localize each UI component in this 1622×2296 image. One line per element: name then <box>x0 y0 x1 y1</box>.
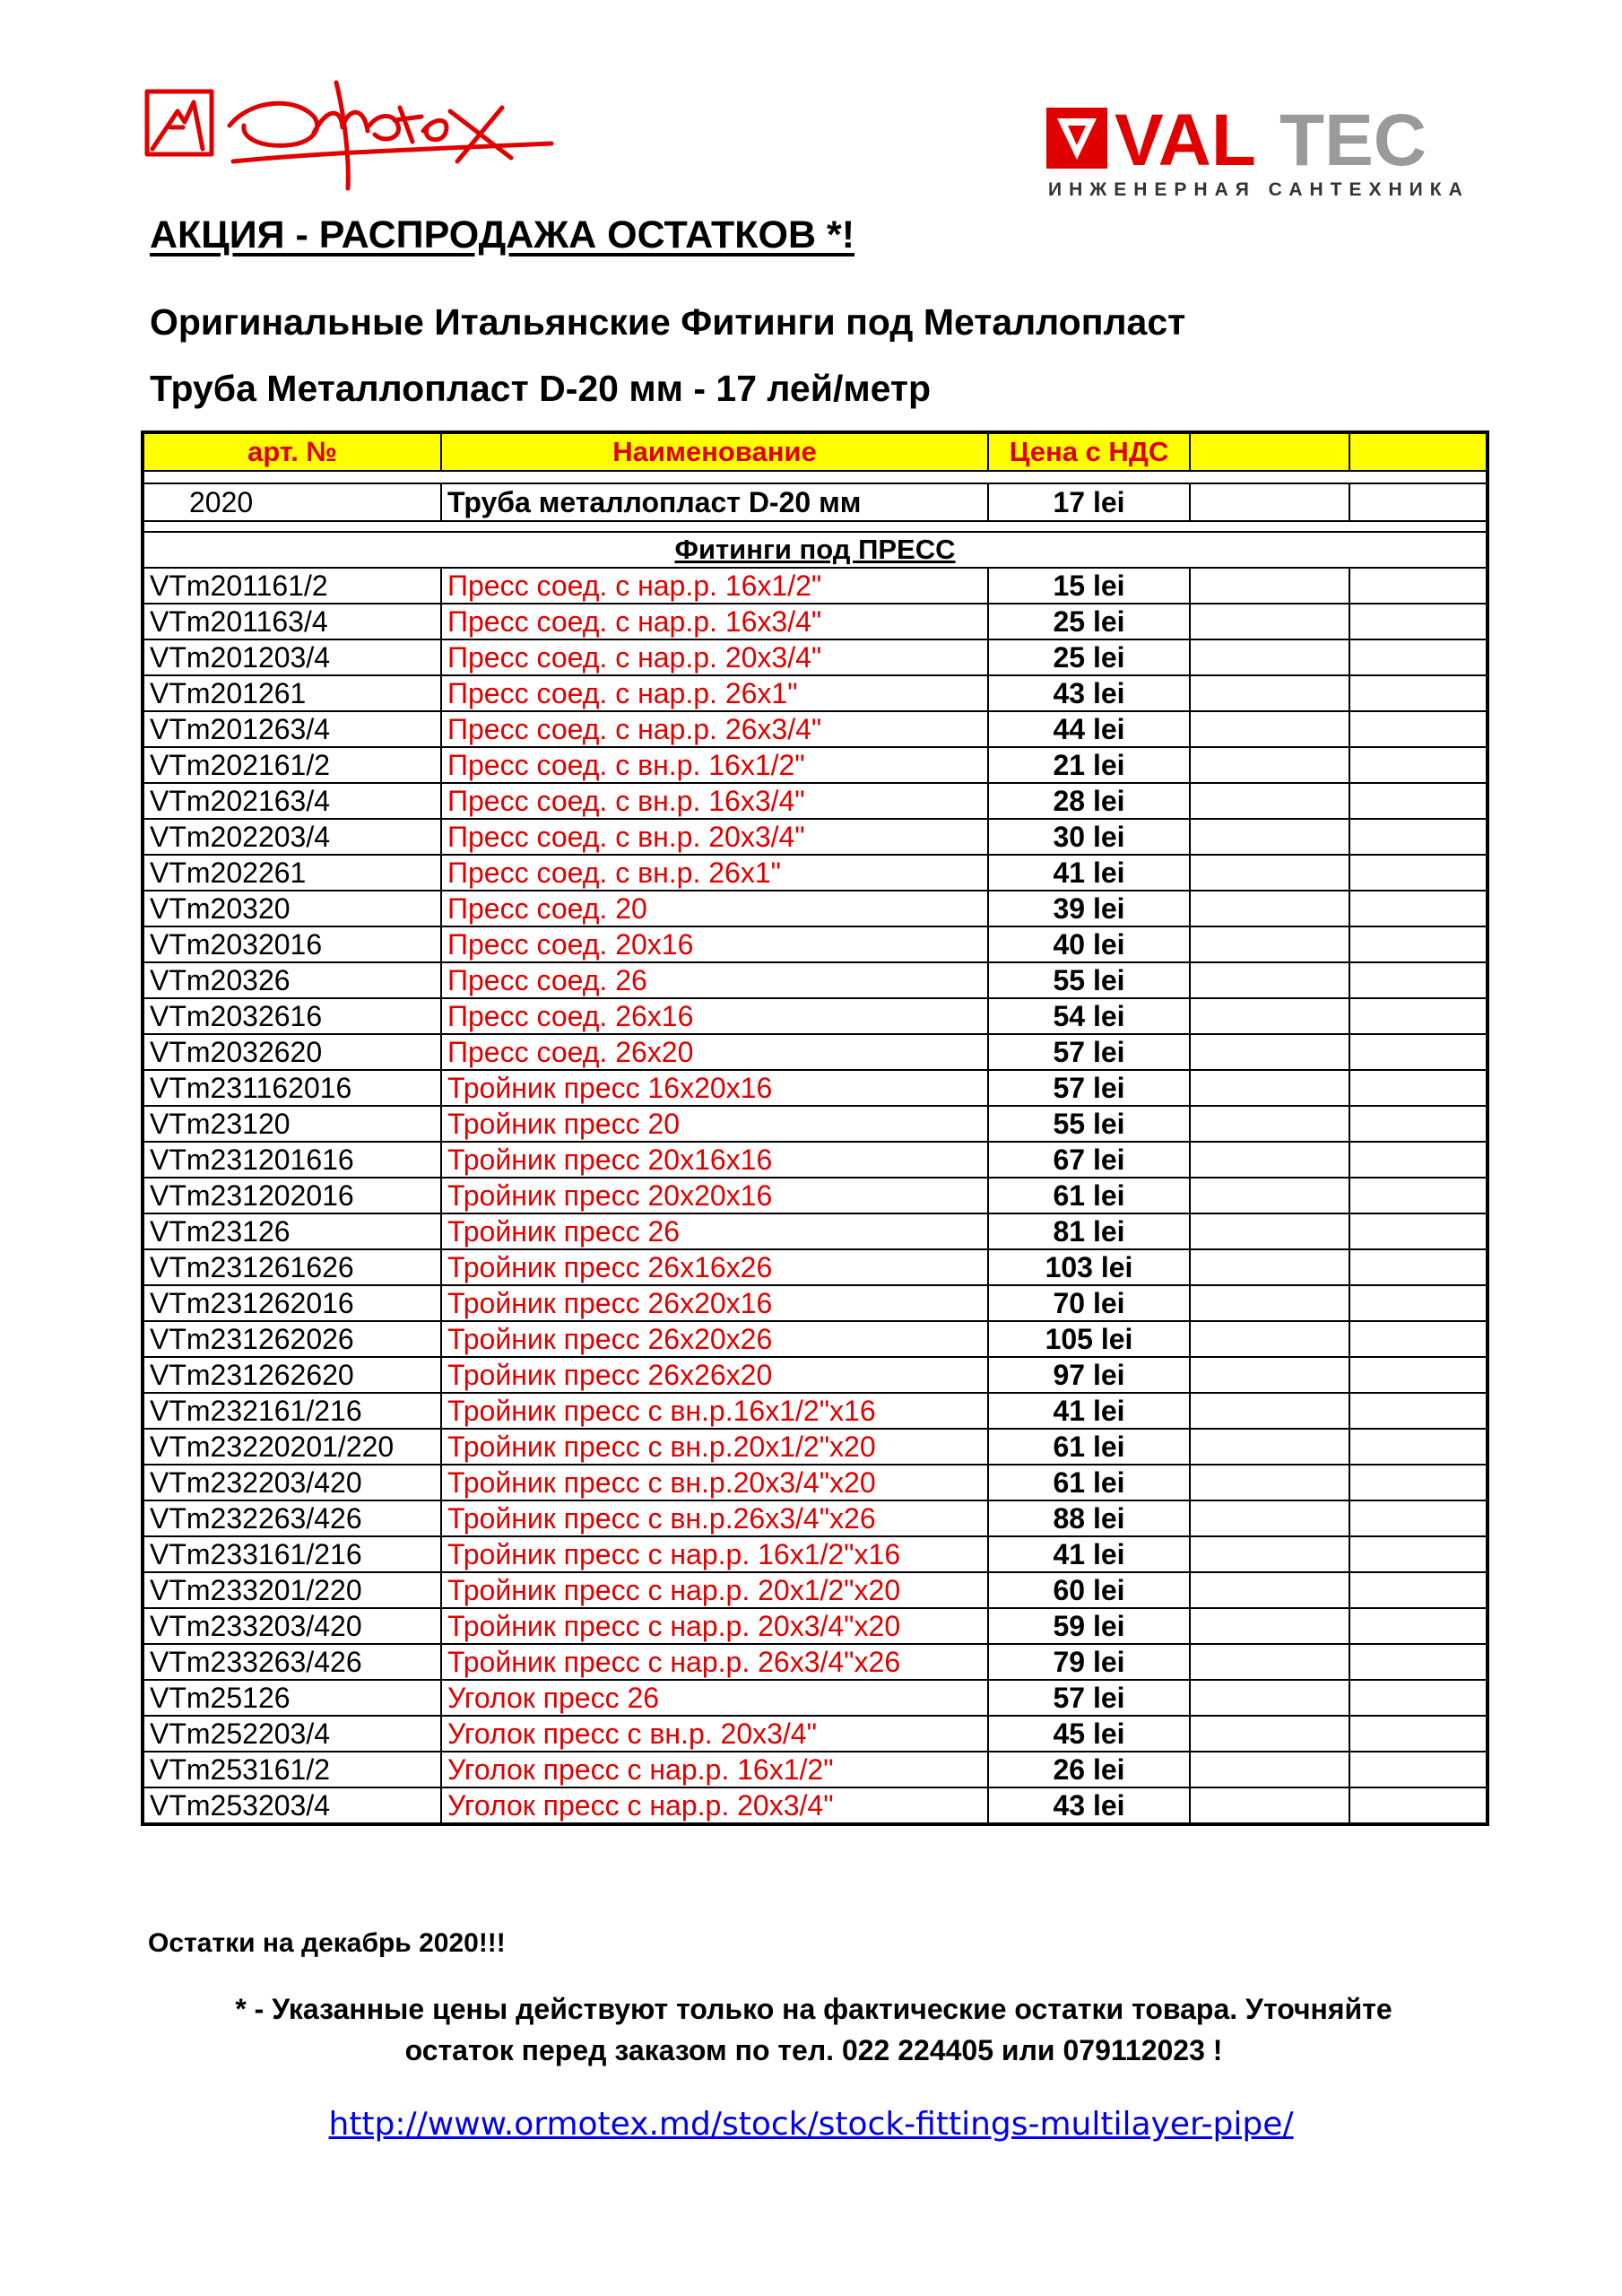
table-row <box>143 819 1488 855</box>
product-price: 39 lei <box>988 891 1190 926</box>
pipe-name: Труба металлопласт D-20 мм <box>441 483 988 521</box>
product-art: VTm23126 <box>143 1213 441 1249</box>
product-art: VTm202261 <box>143 855 441 891</box>
table-row <box>143 1285 1488 1321</box>
empty-cell <box>1349 1070 1488 1106</box>
product-name: Тройник пресс с нар.р. 16х1/2"х16 <box>441 1536 988 1572</box>
product-name: Тройник пресс 26х20х26 <box>441 1321 988 1357</box>
product-price: 25 lei <box>988 639 1190 675</box>
header-price: Цена с НДС <box>988 432 1190 471</box>
price-table <box>141 430 1489 1826</box>
product-art: VTm202203/4 <box>143 819 441 855</box>
product-price: 81 lei <box>988 1213 1190 1249</box>
empty-cell <box>1190 819 1349 855</box>
table-row <box>143 1429 1488 1465</box>
empty-cell <box>1349 1752 1488 1787</box>
empty-cell <box>1349 1178 1488 1213</box>
empty-cell <box>1190 1034 1349 1070</box>
product-price: 61 lei <box>988 1429 1190 1465</box>
product-art: VTm233161/216 <box>143 1536 441 1572</box>
valtec-wordmark-val: VAL <box>1115 106 1256 181</box>
product-name: Тройник пресс 26х26х20 <box>441 1357 988 1393</box>
table-row <box>143 1070 1488 1106</box>
empty-cell <box>1190 1752 1349 1787</box>
product-name: Тройник пресс 26х20х16 <box>441 1285 988 1321</box>
product-price: 103 lei <box>988 1249 1190 1285</box>
empty-cell <box>1349 711 1488 747</box>
product-name: Тройник пресс с нар.р. 20х3/4"х20 <box>441 1608 988 1644</box>
empty-cell <box>1349 1357 1488 1393</box>
empty-cell <box>1349 1142 1488 1178</box>
product-art: VTm201161/2 <box>143 568 441 604</box>
empty-cell <box>1190 1572 1349 1608</box>
product-art: VTm25126 <box>143 1680 441 1716</box>
product-art: VTm252203/4 <box>143 1716 441 1752</box>
table-row <box>143 1608 1488 1644</box>
empty-cell <box>1349 1608 1488 1644</box>
empty-cell <box>1190 1500 1349 1536</box>
product-art: VTm231262026 <box>143 1321 441 1357</box>
table-row <box>143 1034 1488 1070</box>
empty-cell <box>1190 1787 1349 1824</box>
empty-cell <box>1190 1321 1349 1357</box>
empty-cell <box>1190 1608 1349 1644</box>
disclaimer-line-2: остаток перед заказом по тел. 022 224405 или 079112023 ! <box>404 2034 1223 2066</box>
header-art: арт. № <box>143 432 441 471</box>
table-row <box>143 1500 1488 1536</box>
section-title: Фитинги под ПРЕСС <box>143 532 1488 568</box>
product-price: 57 lei <box>988 1680 1190 1716</box>
product-price: 28 lei <box>988 783 1190 819</box>
product-name: Уголок пресс 26 <box>441 1680 988 1716</box>
disclaimer <box>152 1988 1475 2071</box>
table-row <box>143 604 1488 639</box>
table-row <box>143 1357 1488 1393</box>
product-art: VTm2032016 <box>143 926 441 962</box>
table-row <box>143 1716 1488 1752</box>
product-price: 43 lei <box>988 675 1190 711</box>
product-name: Пресс соед. с нар.р. 16х3/4" <box>441 604 988 639</box>
product-price: 59 lei <box>988 1608 1190 1644</box>
empty-cell <box>1190 639 1349 675</box>
empty-cell <box>1349 1213 1488 1249</box>
table-header-row <box>143 432 1488 471</box>
product-art: VTm253161/2 <box>143 1752 441 1787</box>
table-row <box>143 1536 1488 1572</box>
table-row <box>143 711 1488 747</box>
empty-cell <box>1349 962 1488 998</box>
disclaimer-line-1: * - Указанные цены действуют только на фактические остатки товара. Уточняйте <box>235 1993 1392 2025</box>
empty-cell <box>1349 604 1488 639</box>
empty-cell <box>1349 1572 1488 1608</box>
product-price: 41 lei <box>988 855 1190 891</box>
empty-cell <box>1190 747 1349 783</box>
product-name: Тройник пресс 26х16х26 <box>441 1249 988 1285</box>
product-name: Пресс соед. 26х20 <box>441 1034 988 1070</box>
product-art: VTm202161/2 <box>143 747 441 783</box>
product-art: VTm231262620 <box>143 1357 441 1393</box>
product-price: 30 lei <box>988 819 1190 855</box>
empty-cell <box>1190 926 1349 962</box>
table-row <box>143 1752 1488 1787</box>
product-name: Тройник пресс 26 <box>441 1213 988 1249</box>
product-art: VTm201261 <box>143 675 441 711</box>
empty-cell <box>1190 1716 1349 1752</box>
empty-cell <box>1349 998 1488 1034</box>
product-art: VTm232203/420 <box>143 1465 441 1500</box>
product-price: 70 lei <box>988 1285 1190 1321</box>
empty-cell <box>1349 1536 1488 1572</box>
table-row <box>143 1249 1488 1285</box>
promo-title: АКЦИЯ - РАСПРОДАЖА ОСТАТКОВ *! <box>150 213 855 257</box>
product-name: Пресс соед. с вн.р. 16х1/2" <box>441 747 988 783</box>
table-row <box>143 1178 1488 1213</box>
product-name: Тройник пресс с вн.р.20х1/2"х20 <box>441 1429 988 1465</box>
empty-cell <box>1349 1034 1488 1070</box>
table-row <box>143 962 1488 998</box>
empty-cell <box>1349 1321 1488 1357</box>
product-name: Тройник пресс 20 <box>441 1106 988 1142</box>
pipe-price: 17 lei <box>988 483 1190 521</box>
empty-cell <box>1190 962 1349 998</box>
product-art: VTm231202016 <box>143 1178 441 1213</box>
product-name: Пресс соед. 26х16 <box>441 998 988 1034</box>
product-art: VTm233263/426 <box>143 1644 441 1680</box>
product-price: 15 lei <box>988 568 1190 604</box>
empty-cell <box>1349 819 1488 855</box>
product-art: VTm201163/4 <box>143 604 441 639</box>
empty-cell <box>1349 568 1488 604</box>
empty-cell <box>1349 639 1488 675</box>
empty-cell <box>1190 604 1349 639</box>
empty-cell <box>1190 891 1349 926</box>
table-row <box>143 891 1488 926</box>
valtec-logo <box>1045 106 1475 200</box>
product-price: 43 lei <box>988 1787 1190 1824</box>
empty-cell <box>1190 1249 1349 1285</box>
empty-cell <box>1349 1106 1488 1142</box>
empty-cell <box>1349 1787 1488 1824</box>
valtec-tagline: ИНЖЕНЕРНАЯ САНТЕХНИКА <box>1048 179 1470 200</box>
product-name: Тройник пресс с нар.р. 20х1/2"х20 <box>441 1572 988 1608</box>
empty-cell <box>1190 675 1349 711</box>
product-art: VTm253203/4 <box>143 1787 441 1824</box>
empty-cell <box>1190 1680 1349 1716</box>
header-name: Наименование <box>441 432 988 471</box>
product-price: 26 lei <box>988 1752 1190 1787</box>
empty-cell <box>1349 1429 1488 1465</box>
table-row <box>143 1680 1488 1716</box>
empty-cell <box>1190 1070 1349 1106</box>
product-price: 21 lei <box>988 747 1190 783</box>
empty-cell <box>1349 1393 1488 1429</box>
valtec-wordmark-tec: TEC <box>1279 106 1427 181</box>
product-art: VTm2032620 <box>143 1034 441 1070</box>
subtitle-pipe-price: Труба Металлопласт D-20 мм - 17 лей/метр <box>150 368 932 409</box>
empty-cell <box>1190 711 1349 747</box>
product-art: VTm2032616 <box>143 998 441 1034</box>
header-empty-1 <box>1190 432 1349 471</box>
product-name: Пресс соед. с нар.р. 26х1" <box>441 675 988 711</box>
table-row <box>143 783 1488 819</box>
empty-cell <box>1349 1716 1488 1752</box>
empty-cell <box>1349 1249 1488 1285</box>
promo-link[interactable]: http://www.ormotex.md/stock/stock-fittings-multilayer-pipe/ <box>328 2106 1294 2143</box>
empty-cell <box>1190 783 1349 819</box>
table-row <box>143 1393 1488 1429</box>
table-row <box>143 747 1488 783</box>
product-price: 55 lei <box>988 1106 1190 1142</box>
product-art: VTm233203/420 <box>143 1608 441 1644</box>
product-art: VTm231261626 <box>143 1249 441 1285</box>
empty-cell <box>1349 675 1488 711</box>
product-name: Уголок пресс с вн.р. 20х3/4" <box>441 1716 988 1752</box>
empty-cell <box>1349 1285 1488 1321</box>
table-row <box>143 1572 1488 1608</box>
subtitle-fittings: Оригинальные Итальянские Фитинги под Металлопласт <box>150 301 1186 343</box>
empty-cell <box>1349 1465 1488 1500</box>
empty-cell <box>1190 1429 1349 1465</box>
product-price: 79 lei <box>988 1644 1190 1680</box>
product-name: Пресс соед. с вн.р. 26х1" <box>441 855 988 891</box>
empty-cell <box>1190 1644 1349 1680</box>
product-art: VTm201203/4 <box>143 639 441 675</box>
product-art: VTm23220201/220 <box>143 1429 441 1465</box>
empty-cell <box>1190 1357 1349 1393</box>
table-row <box>143 926 1488 962</box>
product-name: Тройник пресс с вн.р.16х1/2"х16 <box>441 1393 988 1429</box>
product-price: 88 lei <box>988 1500 1190 1536</box>
pipe-row <box>143 483 1488 521</box>
product-price: 57 lei <box>988 1034 1190 1070</box>
product-price: 41 lei <box>988 1393 1190 1429</box>
table-row <box>143 568 1488 604</box>
table-row <box>143 1465 1488 1500</box>
product-name: Тройник пресс 20х20х16 <box>441 1178 988 1213</box>
table-row <box>143 639 1488 675</box>
empty-cell <box>1349 1500 1488 1536</box>
product-price: 25 lei <box>988 604 1190 639</box>
product-price: 40 lei <box>988 926 1190 962</box>
product-price: 57 lei <box>988 1070 1190 1106</box>
product-price: 61 lei <box>988 1178 1190 1213</box>
product-name: Пресс соед. с вн.р. 20х3/4" <box>441 819 988 855</box>
product-name: Пресс соед. с нар.р. 26х3/4" <box>441 711 988 747</box>
product-price: 44 lei <box>988 711 1190 747</box>
table-row <box>143 1142 1488 1178</box>
header-empty-2 <box>1349 432 1488 471</box>
empty-cell <box>1190 1178 1349 1213</box>
product-price: 67 lei <box>988 1142 1190 1178</box>
product-price: 55 lei <box>988 962 1190 998</box>
stock-note: Остатки на декабрь 2020!!! <box>148 1928 506 1958</box>
product-price: 60 lei <box>988 1572 1190 1608</box>
product-art: VTm20326 <box>143 962 441 998</box>
product-art: VTm23120 <box>143 1106 441 1142</box>
product-art: VTm232161/216 <box>143 1393 441 1429</box>
empty-cell <box>1190 568 1349 604</box>
product-name: Пресс соед. с нар.р. 20х3/4" <box>441 639 988 675</box>
product-name: Тройник пресс с нар.р. 26х3/4"х26 <box>441 1644 988 1680</box>
product-art: VTm233201/220 <box>143 1572 441 1608</box>
empty-cell <box>1190 1106 1349 1142</box>
empty-cell <box>1190 855 1349 891</box>
product-price: 105 lei <box>988 1321 1190 1357</box>
empty-cell <box>1190 1465 1349 1500</box>
product-name: Тройник пресс 20х16х16 <box>441 1142 988 1178</box>
empty-cell <box>1349 1644 1488 1680</box>
empty-cell <box>1349 783 1488 819</box>
product-art: VTm231162016 <box>143 1070 441 1106</box>
table-row <box>143 998 1488 1034</box>
empty-cell <box>1190 1536 1349 1572</box>
product-art: VTm232263/426 <box>143 1500 441 1536</box>
product-name: Тройник пресс 16х20х16 <box>441 1070 988 1106</box>
product-price: 97 lei <box>988 1357 1190 1393</box>
section-header-row <box>143 532 1488 568</box>
table-row <box>143 1644 1488 1680</box>
empty-cell <box>1349 1680 1488 1716</box>
product-price: 54 lei <box>988 998 1190 1034</box>
product-name: Уголок пресс с нар.р. 20х3/4" <box>441 1787 988 1824</box>
empty-cell <box>1349 926 1488 962</box>
empty-cell <box>1190 998 1349 1034</box>
table-spacer-row <box>143 471 1488 483</box>
empty-cell <box>1190 1285 1349 1321</box>
product-name: Тройник пресс с вн.р.26х3/4"х26 <box>441 1500 988 1536</box>
ormotex-logo <box>143 72 565 193</box>
empty-cell <box>1349 855 1488 891</box>
product-name: Пресс соед. с нар.р. 16х1/2" <box>441 568 988 604</box>
table-row <box>143 1321 1488 1357</box>
product-art: VTm202163/4 <box>143 783 441 819</box>
product-art: VTm20320 <box>143 891 441 926</box>
product-art: VTm231201616 <box>143 1142 441 1178</box>
product-name: Пресс соед. 20 <box>441 891 988 926</box>
empty-cell <box>1190 1393 1349 1429</box>
product-name: Пресс соед. с вн.р. 16х3/4" <box>441 783 988 819</box>
table-gap-row <box>143 521 1488 532</box>
table-row <box>143 855 1488 891</box>
pipe-art: 2020 <box>143 483 441 521</box>
product-name: Пресс соед. 20х16 <box>441 926 988 962</box>
product-name: Уголок пресс с нар.р. 16х1/2" <box>441 1752 988 1787</box>
product-price: 41 lei <box>988 1536 1190 1572</box>
product-name: Пресс соед. 26 <box>441 962 988 998</box>
table-row <box>143 675 1488 711</box>
table-row <box>143 1106 1488 1142</box>
product-art: VTm231262016 <box>143 1285 441 1321</box>
empty-cell <box>1349 891 1488 926</box>
product-name: Тройник пресс с вн.р.20х3/4"х20 <box>441 1465 988 1500</box>
product-price: 61 lei <box>988 1465 1190 1500</box>
empty-cell <box>1349 747 1488 783</box>
product-price: 45 lei <box>988 1716 1190 1752</box>
table-row <box>143 1787 1488 1824</box>
empty-cell <box>1190 1213 1349 1249</box>
empty-cell <box>1190 1142 1349 1178</box>
table-row <box>143 1213 1488 1249</box>
product-art: VTm201263/4 <box>143 711 441 747</box>
